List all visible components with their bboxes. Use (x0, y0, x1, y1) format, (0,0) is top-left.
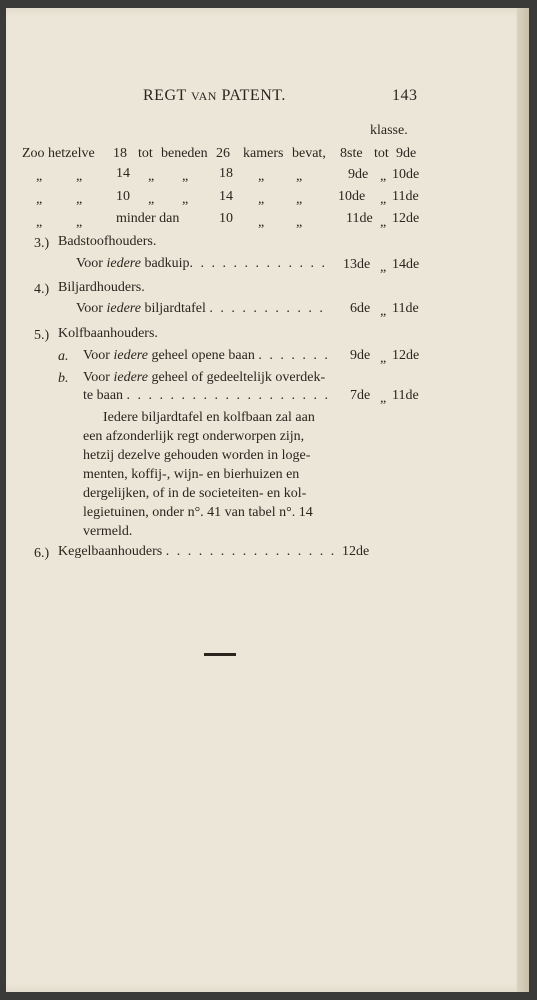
leader-dots: . . . . . . . . . . . (209, 301, 325, 316)
ditto-mark: „ (76, 215, 83, 230)
row-label: Zoo hetzelve (22, 146, 95, 161)
klasse-to: 10de (392, 167, 420, 182)
leader-dots: . . . . . . . . . . . . . . . . (165, 544, 337, 559)
klasse-from: 13de (343, 257, 371, 272)
row-value: 14 (116, 166, 130, 181)
klasse-from: 9de (350, 348, 371, 363)
klasse-sep: „ (380, 351, 387, 366)
note-line: menten, koffij-, wijn- en bierhuizen en (83, 467, 300, 482)
row-value: 18 (219, 166, 233, 181)
section-title: Kegelbaanhouders (58, 544, 163, 559)
leader-dots: . . . . . . . . . . . . . (189, 256, 328, 271)
line-text: biljardtafel (140, 301, 206, 316)
running-head-end: PATENT. (216, 87, 286, 104)
section-line (76, 256, 327, 272)
klasse-sep: „ (380, 304, 387, 319)
klasse-sep: „ (380, 215, 387, 230)
klasse-from: 10de (338, 189, 366, 204)
klasse-from: 12de (342, 544, 370, 559)
row-value: 18 (113, 146, 127, 161)
row-value: 26 (216, 146, 230, 161)
running-head (143, 88, 286, 104)
row-value: 10 (116, 189, 130, 204)
ditto-mark: „ (76, 169, 83, 184)
klasse-from: 8ste (340, 146, 363, 161)
line-text: Voor (83, 370, 114, 385)
klasse-to: 11de (392, 388, 419, 403)
section-title: Biljardhouders. (58, 280, 145, 295)
klasse-sep: „ (380, 260, 387, 275)
note-line: Iedere biljardtafel en kolfbaan zal aan (103, 410, 315, 425)
ditto-mark: „ (148, 169, 155, 184)
line-italic: iedere (113, 370, 148, 385)
line-text: Voor (76, 301, 107, 316)
line-text: Voor (76, 256, 107, 271)
ditto-mark: „ (296, 169, 303, 184)
line-italic: iedere (106, 301, 141, 316)
row-value: 10 (219, 211, 233, 226)
row-value: minder dan (116, 211, 180, 226)
ditto-mark: „ (258, 215, 265, 230)
klasse-to: 14de (392, 257, 420, 272)
note-line: dergelijken, of in de societeiten- en kol- (83, 486, 307, 501)
line-text: Voor (83, 348, 114, 363)
row-word: beneden (161, 146, 208, 161)
item-label: a. (58, 349, 69, 364)
page-number: 143 (392, 87, 418, 104)
ditto-mark: „ (36, 169, 43, 184)
section-title: Badstoofhouders. (58, 234, 157, 249)
leader-dots: . . . . . . . . . . . . . . . . . . . (126, 388, 331, 403)
ditto-mark: „ (36, 215, 43, 230)
leader-dots: . . . . . . . (258, 348, 330, 363)
item-label: b. (58, 371, 69, 386)
ditto-mark: „ (296, 215, 303, 230)
note-line: een afzonderlijk regt onderworpen zijn, (83, 429, 305, 444)
line-text: te baan (83, 388, 124, 403)
klasse-to: 12de (392, 348, 420, 363)
book-page (6, 8, 529, 992)
klasse-sep: tot (374, 146, 389, 161)
row-word: kamers (243, 146, 284, 161)
note-line: hetzij dezelve gehouden worden in loge- (83, 448, 311, 463)
section-title: Kolfbaanhouders. (58, 326, 158, 341)
item-line (83, 370, 325, 386)
item-line (83, 388, 330, 404)
klasse-sep: „ (380, 391, 387, 406)
section-line (58, 544, 336, 560)
section-number: 6.) (34, 546, 50, 561)
ditto-mark: „ (36, 192, 43, 207)
row-word: tot (138, 146, 153, 161)
klasse-sep: „ (380, 192, 387, 207)
line-text: geheel opene baan (147, 348, 255, 363)
klasse-to: 9de (396, 146, 417, 161)
ditto-mark: „ (258, 192, 265, 207)
line-italic: iedere (106, 256, 141, 271)
section-number: 4.) (34, 282, 50, 297)
klasse-from: 7de (350, 388, 371, 403)
klasse-from: 6de (350, 301, 371, 316)
ditto-mark: „ (258, 169, 265, 184)
item-line (83, 348, 330, 364)
klasse-sep: „ (380, 169, 387, 184)
line-text: badkuip (140, 256, 190, 271)
klasse-to: 11de (392, 189, 419, 204)
section-number: 5.) (34, 328, 50, 343)
row-word: bevat, (292, 146, 326, 161)
running-head-small: VAN (190, 89, 217, 103)
ditto-mark: „ (182, 169, 189, 184)
row-value: 14 (219, 189, 233, 204)
ditto-mark: „ (182, 192, 189, 207)
note-line: vermeld. (83, 524, 133, 539)
klasse-from: 9de (348, 167, 369, 182)
note-line: legietuinen, onder n°. 41 van tabel n°. 14 (83, 505, 313, 520)
ditto-mark: „ (76, 192, 83, 207)
klasse-from: 11de (346, 211, 373, 226)
ditto-mark: „ (296, 192, 303, 207)
line-text: geheel of gedeeltelijk overdek- (147, 370, 326, 385)
klasse-to: 12de (392, 211, 420, 226)
closing-rule (204, 653, 236, 656)
line-italic: iedere (113, 348, 148, 363)
column-head-klasse: klasse. (370, 123, 408, 138)
running-head-main: REGT (143, 87, 191, 104)
klasse-to: 11de (392, 301, 419, 316)
section-number: 3.) (34, 236, 50, 251)
page-edge (517, 8, 529, 992)
ditto-mark: „ (148, 192, 155, 207)
section-line (76, 301, 325, 317)
